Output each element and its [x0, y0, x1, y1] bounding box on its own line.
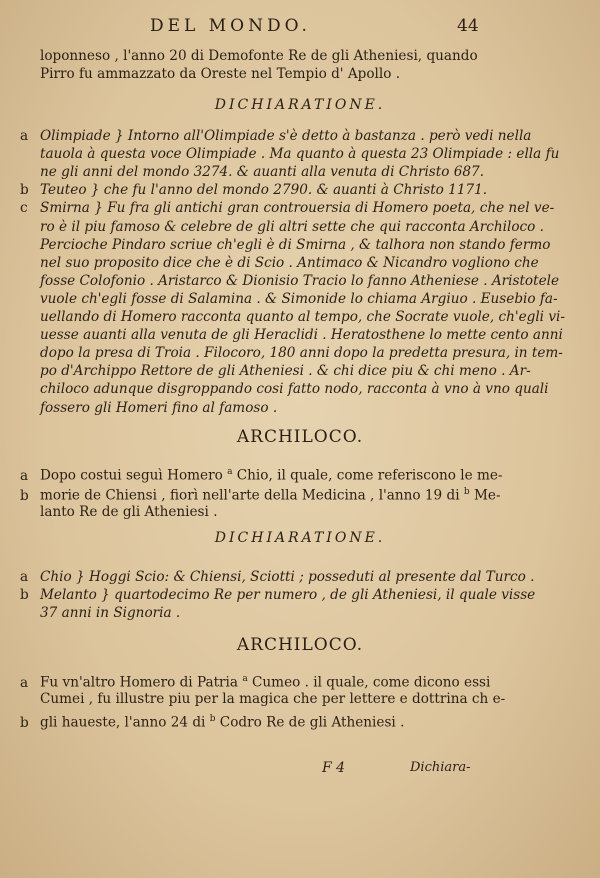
margin-note-letter: a — [20, 467, 29, 484]
signature-mark: F 4 — [322, 760, 346, 776]
note-text: Melanto } quartodecimo Re per numero , de gli Atheniesi, il quale visse — [40, 587, 536, 604]
catchword: Dichiara- — [410, 760, 471, 775]
note-text: uellando di Homero racconta quanto al tempo, che Socrate vuole, ch'egli vi- — [40, 309, 565, 325]
note-text: nel suo proposito dice che è di Scio . Antimaco & Nicandro vogliono che — [40, 254, 539, 271]
note-text: Percioche Pindaro scriue ch'egli è di Smirna , & talhora non stando fermo — [40, 236, 551, 253]
line-text: morie de Chiensi , fiorì nell'arte della Medicina , l'anno 19 di — [40, 487, 464, 504]
text-line — [20, 690, 505, 708]
text-line — [20, 483, 501, 505]
line-text: gli haueste, l'anno 24 di — [40, 714, 210, 731]
note-line — [20, 145, 559, 163]
note-text: Teuteo } che fu l'anno del mondo 2790. & auanti à Christo 1171. — [40, 182, 488, 199]
section-heading: DICHIARATIONE. — [214, 530, 386, 546]
line-text: Cumeo . il quale, come dicono essi — [247, 674, 491, 691]
note-line — [20, 181, 487, 199]
note-reference: b — [209, 714, 216, 724]
line-text: Fu vn'altro Homero di Patria — [40, 674, 243, 691]
text-line — [20, 670, 490, 692]
note-line — [20, 163, 484, 181]
running-title: DEL MONDO. — [150, 16, 311, 36]
note-line — [20, 326, 563, 344]
section-heading: ARCHILOCO. — [236, 635, 364, 655]
note-text: Chio } Hoggi Scio: & Chiensi, Sciotti ; posseduti al presente dal Turco . — [40, 569, 535, 585]
line-text: Dopo costui seguì Homero — [40, 467, 228, 484]
note-line — [20, 236, 550, 254]
note-text: chiloco adunque disgroppando cosi fatto nodo, racconta à vno à vno quali — [40, 381, 549, 398]
text-line: Pirro fu ammazzato da Oreste nel Tempio d' Apollo . — [40, 66, 401, 82]
note-line — [20, 604, 180, 622]
line-text: Chio, il quale, come referiscono le me- — [232, 467, 503, 484]
margin-note-letter: b — [20, 487, 29, 504]
note-line — [20, 127, 531, 145]
margin-note-letter: b — [20, 182, 29, 199]
note-line — [20, 199, 554, 217]
text-line — [20, 463, 503, 485]
text-line: loponneso , l'anno 20 di Demofonte Re de gli Atheniesi, quando — [40, 48, 478, 64]
line-text: lanto Re de gli Atheniesi . — [40, 504, 218, 520]
note-text: 37 anni in Signoria . — [40, 605, 181, 622]
note-text: ne gli anni del mondo 3274. & auanti alla venuta di Christo 687. — [40, 164, 485, 181]
section-heading: ARCHILOCO. — [236, 427, 364, 447]
note-line — [20, 254, 539, 272]
line-text: Cumei , fu illustre piu per la magica che per lettere e dottrina ch e- — [40, 691, 506, 707]
note-text: fosse Colofonio . Aristarco & Dionisio Tracio lo fanno Atheniese . Aristotele — [40, 272, 560, 289]
note-text: vuole ch'egli fosse di Salamina . & Simonide lo chiama Argiuo . Eusebio fa- — [40, 290, 558, 307]
note-line — [20, 290, 558, 308]
note-text: dopo la presa di Troia . Filocoro, 180 anni dopo la predetta presura, in tem- — [40, 345, 563, 362]
note-line — [20, 272, 559, 290]
note-text: tauola à questa voce Olimpiade . Ma quanto à questa 23 Olimpiade : ella fu — [40, 146, 560, 163]
note-line — [20, 218, 544, 236]
line-text: Codro Re de gli Atheniesi . — [215, 714, 405, 731]
margin-note-letter: a — [20, 128, 29, 144]
note-line — [20, 308, 565, 326]
note-reference: a — [227, 467, 233, 477]
note-text: fossero gli Homeri fino al famoso . — [40, 399, 278, 416]
section-heading: DICHIARATIONE. — [214, 97, 386, 113]
note-line — [20, 344, 563, 362]
note-text: Olimpiade } Intorno all'Olimpiade s'è detto à bastanza . però vedi nella — [40, 128, 532, 144]
margin-note-letter: a — [20, 674, 29, 691]
note-text: uesse auanti alla venuta de gli Heraclidi . Heratosthene lo mette cento anni — [40, 327, 563, 344]
note-line — [20, 380, 549, 398]
note-reference: b — [463, 487, 470, 497]
text-line — [20, 710, 404, 732]
note-line — [20, 586, 535, 604]
note-text: ro è il piu famoso & celebre de gli altri sette che qui racconta Archiloco . — [40, 218, 544, 235]
line-text: Me- — [469, 487, 501, 504]
page-number: 44 — [457, 16, 479, 36]
note-line — [20, 568, 534, 586]
note-text: Smirna } Fu fra gli antichi gran controuersia di Homero poeta, che nel ve- — [40, 200, 555, 217]
note-line — [20, 399, 277, 417]
note-line — [20, 362, 531, 380]
margin-note-letter: c — [20, 200, 28, 217]
margin-note-letter: b — [20, 714, 29, 731]
note-reference: a — [242, 674, 248, 684]
text-line — [20, 503, 218, 521]
margin-note-letter: a — [20, 569, 29, 585]
note-text: po d'Archippo Rettore de gli Atheniesi . & chi dice piu & chi meno . Ar- — [40, 363, 531, 380]
margin-note-letter: b — [20, 587, 29, 604]
